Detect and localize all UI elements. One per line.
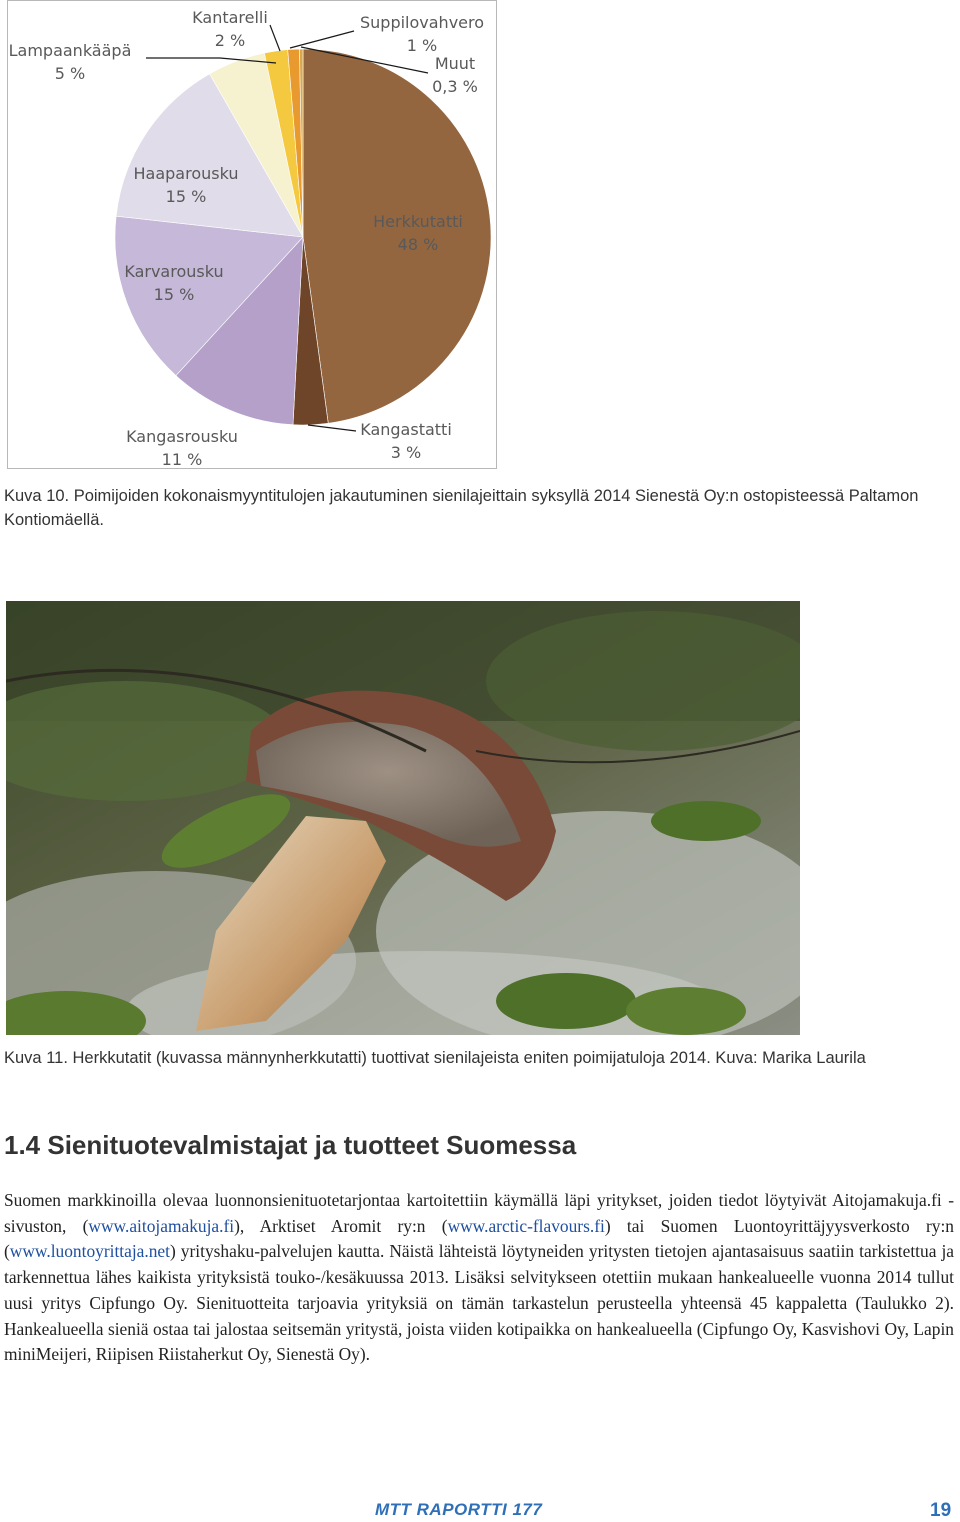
body-text-part-1: Suomen markkinoilla olevaa luonnonsienituotetarjontaa kartoitettiin käymällä läpi yritykset, joiden tiedot löytyivät Aitojamakuja.fi -sivuston, (	[4, 1190, 954, 1236]
pie-leader-line-2	[270, 25, 280, 51]
body-text-part-3: ) tai Suomen Luontoyrittäjyysverkosto ry:n (	[4, 1215, 954, 1262]
pie-label-name: Herkkutatti	[373, 212, 463, 231]
link-luontoyrittaja[interactable]: www.luontoyrittaja.net	[9, 1241, 170, 1262]
pie-label-name: Haaparousku	[133, 164, 239, 183]
pie-label-value: 15 %	[153, 285, 195, 304]
link-arctic-flavours[interactable]: www.arctic-flavours.fi	[447, 1215, 605, 1236]
pie-label-suppilovahvero	[360, 13, 484, 55]
pie-label-muut	[432, 54, 478, 96]
pie-label-lampaankaapa	[9, 41, 132, 83]
pie-label-value: 15 %	[165, 187, 207, 206]
pie-label-value: 11 %	[161, 450, 203, 469]
pie-leader-line-3	[290, 31, 354, 48]
pie-label-value: 1 %	[406, 36, 438, 55]
body-text-part-4: ) yrityshaku-palvelujen kautta. Näistä lähteistä löytyneiden yritysten tietojen ajantasaisuus saatiin tarkistettua ja tarkennettua lähes kaikista yrityksistä touko-/kesäkuussa 2013. Lisäksi selvitykseen otettiin mukaan hankealueelle vuonna 2014 tullut uusi yritys Cipfungo Oy. Sienituotteita tarjoavia yrityksiä on tämän tarkastelun perusteella yhteensä 45 kappaletta (Taulukko 2). Hankealueella sieniä ostaa tai jalostaa seitsemän yritystä, joista viiden kotipaikka on hankealueella (Cipfungo Oy, Kasvishovi Oy, Lapin miniMeijeri, Riipisen Riistaherkut Oy, Sienestä Oy).	[4, 1241, 954, 1365]
pie-label-name: Kangasrousku	[126, 427, 238, 446]
pie-label-kantarelli	[192, 8, 268, 50]
pie-label-name: Karvarousku	[124, 262, 224, 281]
pie-label-value: 48 %	[397, 235, 439, 254]
pie-label-name: Kantarelli	[192, 8, 268, 27]
pie-label-kangastatti	[360, 420, 452, 462]
section-title: 1.4 Sienituotevalmistajat ja tuotteet Suomessa	[4, 1130, 577, 1160]
pie-label-name: Suppilovahvero	[359, 13, 485, 32]
pie-label-name: Muut	[434, 54, 476, 73]
mushroom-photo	[6, 601, 800, 1035]
page-number: 19	[930, 1500, 952, 1521]
pie-chart	[7, 0, 497, 469]
pie-label-name: Kangastatti	[360, 420, 452, 439]
figure-11-caption: Kuva 11. Herkkutatit (kuvassa männynherkkutatti) tuottivat sienilajeista eniten poimijatuloja 2014. Kuva: Marika Laurila	[4, 1049, 866, 1067]
pie-leader-line-5	[308, 425, 356, 431]
pie-label-value: 5 %	[54, 64, 86, 83]
pie-label-value: 0,3 %	[432, 77, 478, 96]
pie-chart-svg	[8, 1, 498, 470]
figure-10-caption: Kuva 10. Poimijoiden kokonaismyyntitulojen jakautuminen sienilajeittain syksyllä 2014 Sienestä Oy:n ostopisteessä Paltamon Kontiomäellä.	[4, 487, 919, 529]
pie-label-value: 2 %	[214, 31, 246, 50]
link-aitojamakuja[interactable]: www.aitojamakuja.fi	[88, 1215, 235, 1236]
section-body-text	[4, 1188, 954, 1368]
pie-label-name: Lampaankääpä	[8, 41, 132, 60]
pie-label-kangasrousku	[126, 427, 238, 469]
footer-publication-title: MTT RAPORTTI 177	[375, 1500, 543, 1519]
pie-label-value: 3 %	[390, 443, 422, 462]
body-text-part-2: ), Arktiset Aromit ry:n (	[234, 1215, 448, 1236]
